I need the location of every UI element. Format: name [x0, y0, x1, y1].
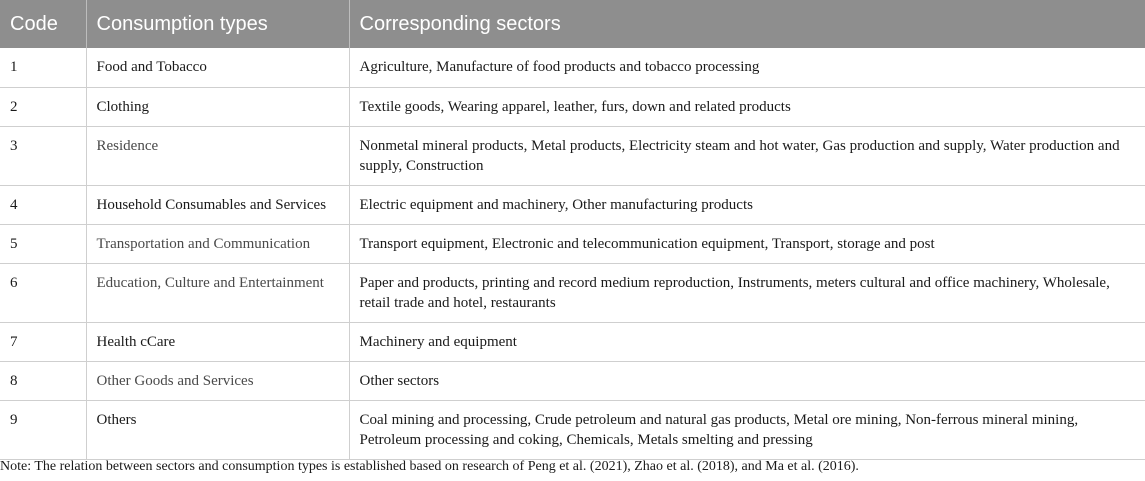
cell-sectors: Paper and products, printing and record medium reproduction, Instruments, meters cultural and office machinery, Wholesale, retail trade and hotel, restaurants: [349, 263, 1145, 322]
cell-code: 2: [0, 87, 86, 126]
cell-code: 8: [0, 361, 86, 400]
cell-code: 9: [0, 400, 86, 459]
cell-consumption-type: Food and Tobacco: [86, 48, 349, 87]
cell-code: 3: [0, 126, 86, 185]
cell-sectors: Textile goods, Wearing apparel, leather, furs, down and related products: [349, 87, 1145, 126]
cell-consumption-type: Health cCare: [86, 322, 349, 361]
cell-consumption-type: Residence: [86, 126, 349, 185]
cell-consumption-type: Household Consumables and Services: [86, 185, 349, 224]
cell-code: 4: [0, 185, 86, 224]
table-row: [0, 400, 1145, 459]
cell-consumption-type: Transportation and Communication: [86, 224, 349, 263]
cell-code: 5: [0, 224, 86, 263]
header-corresponding-sectors: Corresponding sectors: [349, 0, 1145, 48]
header-consumption-types: Consumption types: [86, 0, 349, 48]
table-row: [0, 263, 1145, 322]
cell-consumption-type: Others: [86, 400, 349, 459]
table-row: [0, 48, 1145, 87]
table-row: [0, 224, 1145, 263]
table-header: [0, 0, 1145, 48]
table-row: [0, 87, 1145, 126]
cell-code: 7: [0, 322, 86, 361]
cell-sectors: Nonmetal mineral products, Metal products, Electricity steam and hot water, Gas production and supply, Water production and supply, Construction: [349, 126, 1145, 185]
table-body: [0, 48, 1145, 459]
cell-sectors: Other sectors: [349, 361, 1145, 400]
table-row: [0, 126, 1145, 185]
table-row: [0, 185, 1145, 224]
cell-sectors: Transport equipment, Electronic and telecommunication equipment, Transport, storage and post: [349, 224, 1145, 263]
cell-code: 1: [0, 48, 86, 87]
cell-sectors: Agriculture, Manufacture of food products and tobacco processing: [349, 48, 1145, 87]
cell-consumption-type: Other Goods and Services: [86, 361, 349, 400]
table-row: [0, 322, 1145, 361]
cell-consumption-type: Clothing: [86, 87, 349, 126]
cell-sectors: Electric equipment and machinery, Other manufacturing products: [349, 185, 1145, 224]
table-row: [0, 361, 1145, 400]
header-code: Code: [0, 0, 86, 48]
header-row: [0, 0, 1145, 48]
cell-sectors: Machinery and equipment: [349, 322, 1145, 361]
cell-sectors: Coal mining and processing, Crude petroleum and natural gas products, Metal ore mining, Non-ferrous mineral mining, Petroleum processing and coking, Chemicals, Metals smelting and pressing: [349, 400, 1145, 459]
table-footnote: Note: The relation between sectors and consumption types is established based on research of Peng et al. (2021), Zhao et al. (2018), and Ma et al. (2016).: [0, 459, 859, 474]
cell-code: 6: [0, 263, 86, 322]
cell-consumption-type: Education, Culture and Entertainment: [86, 263, 349, 322]
